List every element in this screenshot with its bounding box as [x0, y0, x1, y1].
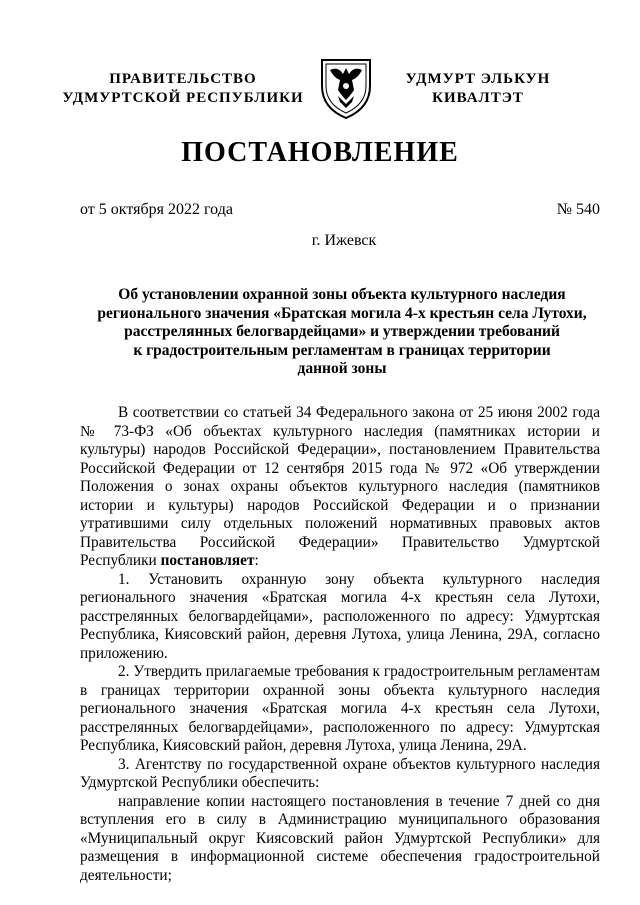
document-number: № 540 — [556, 201, 600, 218]
header-left-block — [58, 70, 308, 108]
heading-line-2: регионального значения «Братская могила 4-х крестьян села Лутохи, — [97, 304, 587, 322]
heading-line-3: расстрелянных белогвардейцами» и утверждении требований — [124, 323, 560, 340]
paragraph-item-3: 3. Агентству по государственной охране объектов культурного наследия Удмуртской Республики обеспечить: — [80, 755, 600, 791]
intro-keyword: постановляет — [160, 552, 255, 569]
paragraph-item-2: 2. Утвердить прилагаемые требования к градостроительным регламентам в границах территории охранной зоны объекта культурного наследия регионального значения «Братская могила 4-х крестьян села Лутохи, расстрелянных белогвардейцами», расположенного по адресу: Удмуртская Республика, Киясовский район, деревня Лутоха, улица Ленина, 29А. — [80, 663, 600, 754]
paragraph-item-3-sub: направление копии настоящего постановления в течение 7 дней со дня вступления его в силу в Администрацию муниципального образования «Муниципальный округ Киясовский район Удмуртской Республики» для размещения в информационной системе обеспечения градостроительной деятельности; — [80, 792, 600, 884]
document-heading — [92, 286, 592, 379]
heading-line-5: данной зоны — [297, 360, 387, 377]
header-left-line-1: ПРАВИТЕЛЬСТВО — [109, 71, 257, 87]
document-body — [80, 404, 600, 885]
intro-end: : — [254, 552, 259, 569]
paragraph-intro — [80, 404, 600, 571]
coat-of-arms-emblem — [316, 56, 376, 120]
header-right-line-2: КИВАЛТЭТ — [432, 90, 524, 106]
intro-text: В соответствии со статьей 34 Федерального закона от 25 июня 2002 года № 73-ФЗ «Об объектах культурного наследия (памятниках истории и культуры) народов Российской Федерации», постановлением Правительства Российской Федерации от 12 сентября 2015 года № 972 «Об утверждении Положения о зонах охраны объектов культурного наследия (памятников истории и культуры) народов Российской Федерации и о признании утратившими силу отдельных положений нормативных правовых актов Правительства Российской Федерации» Правительство Удмуртской Республики — [80, 404, 600, 569]
paragraph-item-1: 1. Установить охранную зону объекта культурного наследия регионального значения «Братская могила 4-х крестьян села Лутохи, расстрелянных белогвардейцами», расположенного по адресу: Удмуртская Республика, Киясовский район, деревня Лутоха, улица Ленина, 29А, согласно приложению. — [80, 570, 600, 662]
heading-line-1: Об установлении охранной зоны объекта культурного наследия — [118, 286, 566, 303]
document-title: ПОСТАНОВЛЕНИЕ — [181, 137, 459, 168]
header-right-block — [378, 70, 578, 108]
heading-line-4: к градостроительным регламентам в границах территории — [133, 341, 551, 359]
header-left-line-2: УДМУРТСКОЙ РЕСПУБЛИКИ — [62, 90, 304, 106]
header-right-line-1: УДМУРТ ЭЛЬКУН — [405, 71, 551, 87]
document-city: г. Ижевск — [311, 232, 377, 249]
document-date: от 5 октября 2022 года — [80, 201, 233, 218]
